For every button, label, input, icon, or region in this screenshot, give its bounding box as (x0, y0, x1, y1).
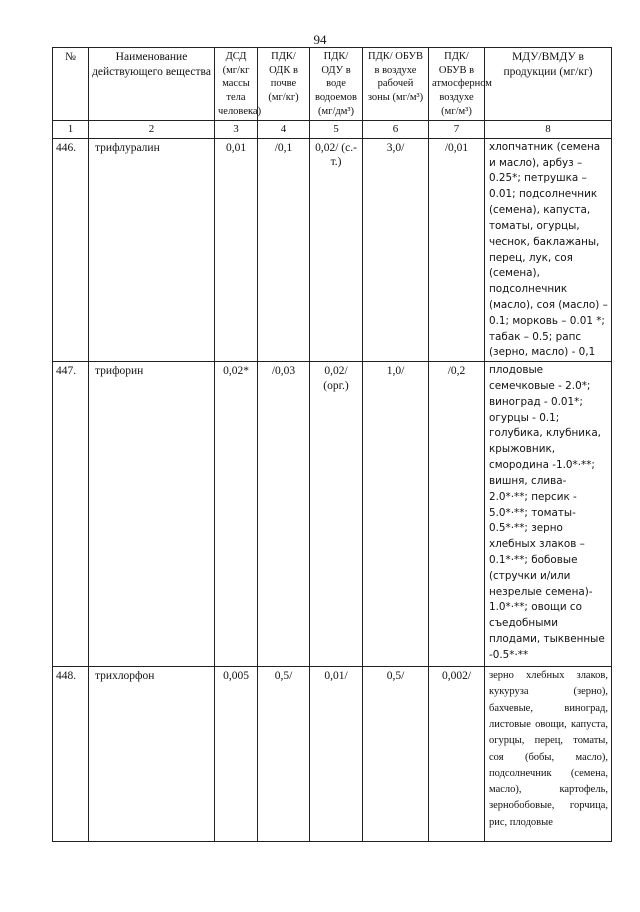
table-row (53, 667, 612, 842)
pesticide-standards-table (52, 47, 612, 842)
water-limit-value: 0,02/ (орг.) (310, 362, 363, 667)
work-air-limit-value: 1,0/ (363, 362, 429, 667)
substance-name: трифорин (89, 362, 215, 667)
column-number: 1 (53, 121, 89, 139)
atmospheric-air-limit-value: /0,01 (429, 138, 485, 361)
column-number: 5 (310, 121, 363, 139)
work-air-limit-value: 3,0/ (363, 138, 429, 361)
header-atmospheric-air-limit: ПДК/ ОБУВ в атмосферном воздухе (мг/м³) (429, 48, 485, 121)
atmospheric-air-limit-value: 0,002/ (429, 667, 485, 842)
column-number-row (53, 121, 612, 139)
water-limit-value: 0,01/ (310, 667, 363, 842)
soil-limit-value: /0,03 (258, 362, 310, 667)
dsd-value: 0,02* (215, 362, 258, 667)
table-row (53, 362, 612, 667)
substance-name: трихлорфон (89, 667, 215, 842)
product-mrl-value: плодовые семечковые - 2.0*; виноград - 0.01*; огурцы - 0.1; голубика, клубника, крыжовник, смородина -1.0*·**; вишня, слива- 2.0*·**; персик - 5.0*·**; томаты- 0.5*·**; зерно хлебных злаков – 0.1*·**; бобовые (стручки и/или незрелые семена)- 1.0*·**; овощи со съедобными плодами, тыквенные -0.5*·** (485, 362, 612, 667)
page-number: 94 (313, 32, 327, 47)
product-mrl-value: зерно хлебных злаков, кукуруза (зерно), бахчевые, виноград, листовые овощи, капуста, огурцы, перец, томаты, соя (бобы, масло), подсолнечник (семена, масло), картофель, зернобобовые, горчица, рис, плодовые (485, 667, 612, 842)
header-substance-name: Наименование действующего вещества (89, 48, 215, 121)
header-water-limit: ПДК/ ОДУ в воде водоемов (мг/дм³) (310, 48, 363, 121)
row-number: 446. (53, 138, 89, 361)
header-dsd: ДСД (мг/кг массы тела человека) (215, 48, 258, 121)
water-limit-value: 0,02/ (с.-т.) (310, 138, 363, 361)
header-no: № (53, 48, 89, 121)
header-soil-limit: ПДК/ ОДК в почве (мг/кг) (258, 48, 310, 121)
work-air-limit-value: 0,5/ (363, 667, 429, 842)
dsd-value: 0,01 (215, 138, 258, 361)
row-number: 448. (53, 667, 89, 842)
column-number: 8 (485, 121, 612, 139)
soil-limit-value: /0,1 (258, 138, 310, 361)
header-row (53, 48, 612, 121)
column-number: 2 (89, 121, 215, 139)
substance-name: трифлуралин (89, 138, 215, 361)
table-row (53, 138, 612, 361)
column-number: 6 (363, 121, 429, 139)
page-bottom-margin (52, 852, 612, 912)
column-number: 7 (429, 121, 485, 139)
header-product-mrl: МДУ/ВМДУ в продукции (мг/кг) (485, 48, 612, 121)
header-work-air-limit: ПДК/ ОБУВ в воздухе рабочей зоны (мг/м³) (363, 48, 429, 121)
row-number: 447. (53, 362, 89, 667)
soil-limit-value: 0,5/ (258, 667, 310, 842)
column-number: 3 (215, 121, 258, 139)
atmospheric-air-limit-value: /0,2 (429, 362, 485, 667)
product-mrl-value: хлопчатник (семена и масло), арбуз – 0.25*; петрушка – 0.01; подсолнечник (семена), капуста, томаты, огурцы, чеснок, баклажаны, перец, лук, соя (семена), подсолнечник (масло), соя (масло) – 0.1; морковь – 0.01 *; табак – 0.5; рапс (зерно, масло) - 0,1 (485, 138, 612, 361)
column-number: 4 (258, 121, 310, 139)
dsd-value: 0,005 (215, 667, 258, 842)
